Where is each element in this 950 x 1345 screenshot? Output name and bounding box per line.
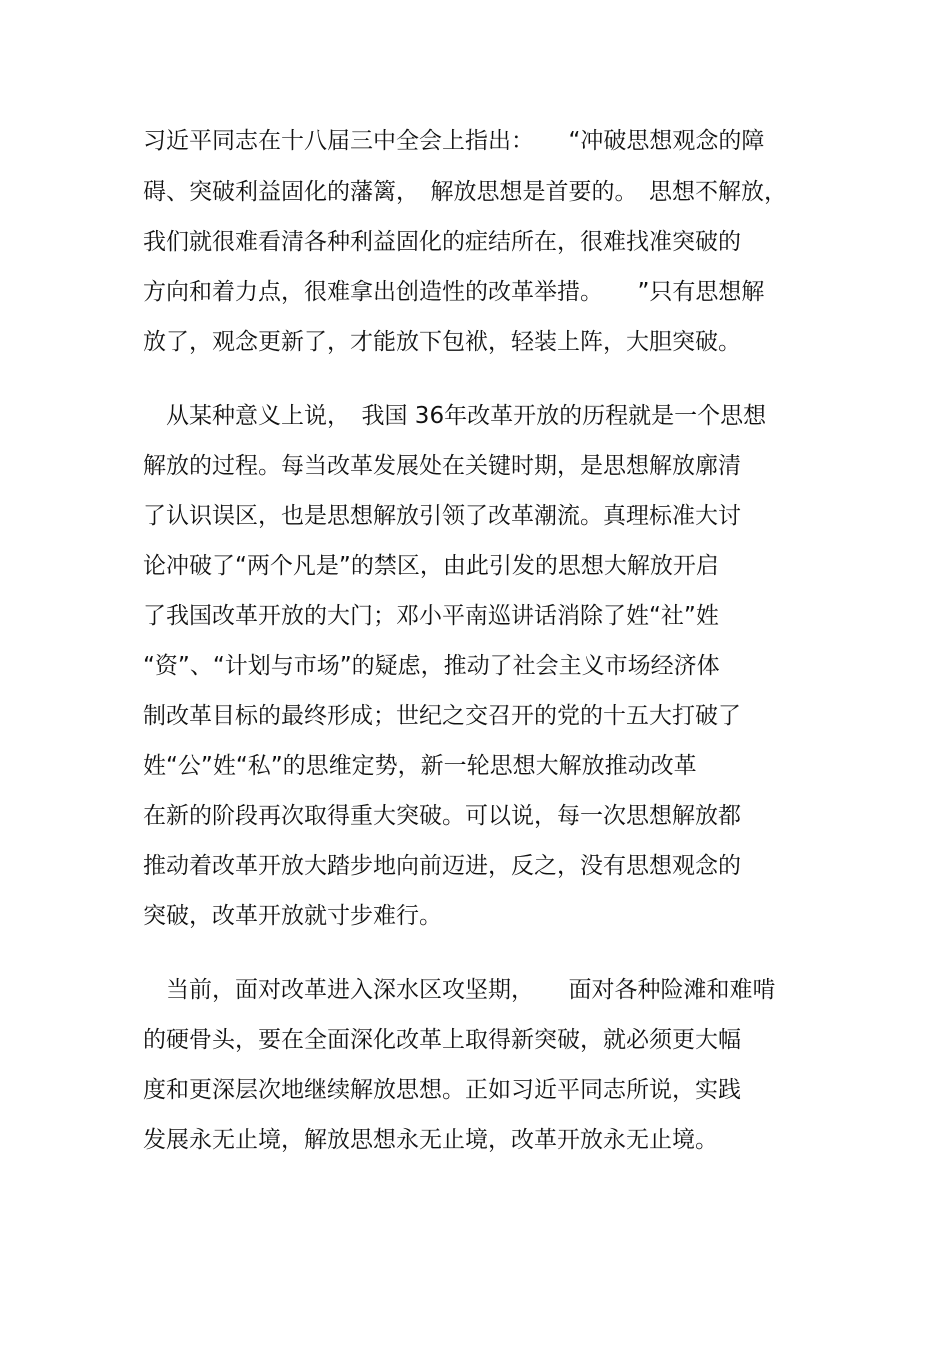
- text-line: 度和更深层次地继续解放思想。正如习近平同志所说，实践: [143, 1077, 741, 1103]
- text-line: 论冲破了“两个凡是”的禁区，由此引发的思想大解放开启: [143, 553, 719, 579]
- text-line: 我们就很难看清各种利益固化的症结所在，很难找准突破的: [143, 229, 741, 255]
- text-line: 突破，改革开放就寸步难行。: [143, 903, 442, 929]
- text-line: 碍、突破利益固化的藩篱， 解放思想是首要的。 思想不解放，: [143, 179, 787, 205]
- text-line: 发展永无止境，解放思想永无止境，改革开放永无止境。: [143, 1127, 718, 1153]
- text-line: 放了，观念更新了，才能放下包袱，轻装上阵，大胆突破。: [143, 329, 741, 355]
- text-line: 方向和着力点，很难拿出创造性的改革举措。 ”只有思想解: [143, 279, 765, 305]
- text-line: 推动着改革开放大踏步地向前迈进，反之，没有思想观念的: [143, 853, 741, 879]
- text-line: 了认识误区，也是思想解放引领了改革潮流。真理标准大讨: [143, 503, 741, 529]
- text-line: 制改革目标的最终形成；世纪之交召开的党的十五大打破了: [143, 703, 741, 729]
- text-line: 姓“公”姓“私”的思维定势，新一轮思想大解放推动改革: [143, 753, 697, 779]
- text-line: 从某种意义上说， 我国 36年改革开放的历程就是一个思想: [143, 403, 767, 429]
- text-line: 解放的过程。每当改革发展处在关键时期，是思想解放廓清: [143, 453, 741, 479]
- text-line: 习近平同志在十八届三中全会上指出： “冲破思想观念的障: [143, 128, 765, 154]
- text-line: 当前，面对改革进入深水区攻坚期， 面对各种险滩和难啃: [143, 977, 776, 1003]
- text-line: “资”、“计划与市场”的疑虑，推动了社会主义市场经济体: [143, 653, 720, 679]
- text-line: 在新的阶段再次取得重大突破。可以说，每一次思想解放都: [143, 803, 741, 829]
- text-line: 了我国改革开放的大门；邓小平南巡讲话消除了姓“社”姓: [143, 603, 719, 629]
- text-line: 的硬骨头，要在全面深化改革上取得新突破，就必须更大幅: [143, 1027, 741, 1053]
